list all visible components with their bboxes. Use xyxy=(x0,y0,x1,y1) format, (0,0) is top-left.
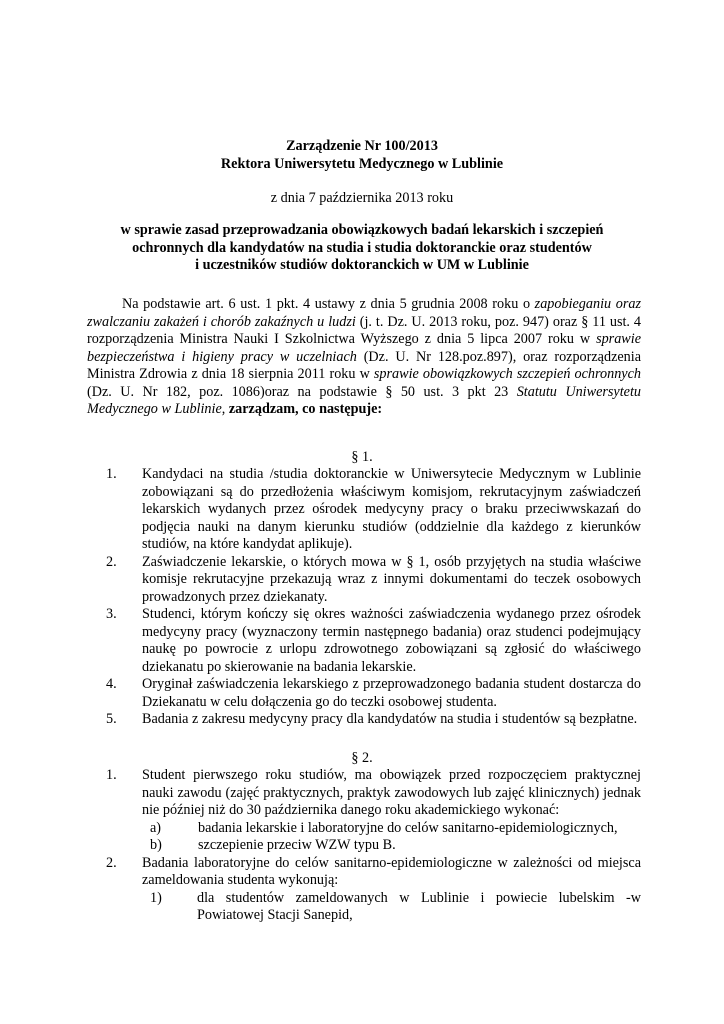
list-item-text: Zaświadczenie lekarskie, o których mowa w § 1, osób przyjętych na studia właściwe komisje rekrutacyjne przekazują wraz z innymi dokumentami do teczek osobowych prowadzonych przez dziekanaty. xyxy=(142,553,641,605)
section-2-mark: § 2. xyxy=(351,750,373,766)
list-item-text: Kandydaci na studia /studia doktoranckie w Uniwersytecie Medycznym w Lublinie zobowiązani są do przedłożenia właściwym komisjom, rekrutacyjnym zaświadczeń lekarskich wydanych przez ośrodek medycyny pracy o braku przeciwwskazań do podjęcia nauki na danym kierunku studiów (oddzielnie dla każdego z kierunków studiów, na które kandydat aplikuje). xyxy=(142,466,641,552)
intro-italic-2: sprawie bezpieczeństwa i higieny pracy w uczelniach xyxy=(87,331,641,365)
list-item xyxy=(106,855,641,890)
list-item-text: Studenci, którym kończy się okres ważności zaświadczenia wydanego przez ośrodek medycyny pracy (wyznaczony termin następnego badania) oraz studenci podejmujący naukę po powrocie z urlopu zdrowotnego zobowiązani są zgłosić do właściwego dziekanatu po skierowanie na badania lekarskie. xyxy=(142,606,641,675)
list-item-number: 4. xyxy=(106,676,117,692)
list-item-text: Oryginał zaświadczenia lekarskiego z przeprowadzonego badania student dostarcza do Dziekanatu w celu dołączenia go do teczki osobowej studenta. xyxy=(142,676,641,710)
document-subject xyxy=(60,222,664,275)
list-item xyxy=(106,676,641,711)
sub-list-item-text: szczepienie przeciw WZW typu B. xyxy=(198,837,396,853)
sub-list-item-text: dla studentów zameldowanych w Lublinie i powiecie lubelskim -w Powiatowej Stacji Sanepid, xyxy=(197,889,641,923)
subject-line-3: i uczestników studiów doktoranckich w UM w Lublinie xyxy=(195,257,529,273)
intro-bold-ordering: zarządzam, co następuje: xyxy=(228,401,383,417)
list-item xyxy=(106,466,641,554)
intro-italic-4: Statutu Uniwersytetu Medycznego w Lublinie xyxy=(87,383,641,417)
sub-list-item xyxy=(106,820,641,838)
list-item-text: Badania laboratoryjne do celów sanitarno-epidemiologiczne w zależności od miejsca zameldowania studenta wykonują: xyxy=(142,854,641,888)
document-title xyxy=(0,138,724,173)
intro-text-5: , xyxy=(221,401,229,417)
list-item-number: 3. xyxy=(106,606,117,622)
intro-text-2: (j. t. Dz. U. 2013 roku, poz. 947) oraz § 11 ust. 4 rozporządzenia Ministra Nauki I Szkolnictwa Wyższego z dnia 5 lipca 2007 roku w xyxy=(87,313,642,347)
intro-text-3: (Dz. U. Nr 128.poz.897), oraz rozporządzenia Ministra Zdrowia z dnia 18 sierpnia 2011 roku w xyxy=(87,348,641,382)
sub-list-item-letter: b) xyxy=(150,837,162,853)
intro-text-4: (Dz. U. Nr 182, poz. 1086)oraz na podstawie § 50 ust. 3 pkt 23 xyxy=(87,383,517,400)
intro-italic-1: zapobieganiu oraz zwalczaniu zakażeń i chorób zakaźnych u ludzi xyxy=(87,296,641,330)
list-item-text: Student pierwszego roku studiów, ma obowiązek przed rozpoczęciem praktycznej nauki zawodu (zajęć praktycznych, praktyk zawodowych lub zajęć klinicznych) jednak nie później niż do 30 października danego roku akademickiego wykonać: xyxy=(142,767,641,818)
section-2-list xyxy=(106,767,641,925)
subject-line-1: w sprawie zasad przeprowadzania obowiązkowych badań lekarskich i szczepień xyxy=(120,222,604,238)
sub-list-item xyxy=(106,890,641,925)
section-1-mark: § 1. xyxy=(351,449,373,465)
list-item xyxy=(106,767,641,820)
list-item-number: 1. xyxy=(106,466,117,482)
title-line-2: Rektora Uniwersytetu Medycznego w Lublinie xyxy=(220,155,504,172)
section-1-list xyxy=(106,466,641,729)
sub-list-item xyxy=(106,837,641,855)
legal-basis-paragraph xyxy=(87,296,641,419)
list-item-text: Badania z zakresu medycyny pracy dla kandydatów na studia i studentów są bezpłatne. xyxy=(142,711,638,727)
intro-italic-3: sprawie obowiązkowych szczepień ochronnych xyxy=(373,366,641,382)
list-item-number: 5. xyxy=(106,711,117,727)
list-item xyxy=(106,711,641,729)
subject-line-2: ochronnych dla kandydatów na studia i studia doktoranckie oraz studentów xyxy=(132,239,592,256)
list-item-number: 2. xyxy=(106,854,117,871)
list-item xyxy=(106,554,641,607)
document-date: z dnia 7 października 2013 roku xyxy=(270,190,454,206)
title-line-1: Zarządzenie Nr 100/2013 xyxy=(286,138,438,154)
intro-text-1: Na podstawie art. 6 ust. 1 pkt. 4 ustawy z dnia 5 grudnia 2008 roku o xyxy=(122,296,535,312)
sub-list-item-number: 1) xyxy=(150,889,162,906)
sub-list-item-letter: a) xyxy=(150,819,162,836)
list-item-number: 1. xyxy=(106,767,117,783)
sub-list-item-text: badania lekarskie i laboratoryjne do celów sanitarno-epidemiologicznych, xyxy=(198,819,618,836)
list-item-number: 2. xyxy=(106,553,117,570)
list-item xyxy=(106,606,641,676)
